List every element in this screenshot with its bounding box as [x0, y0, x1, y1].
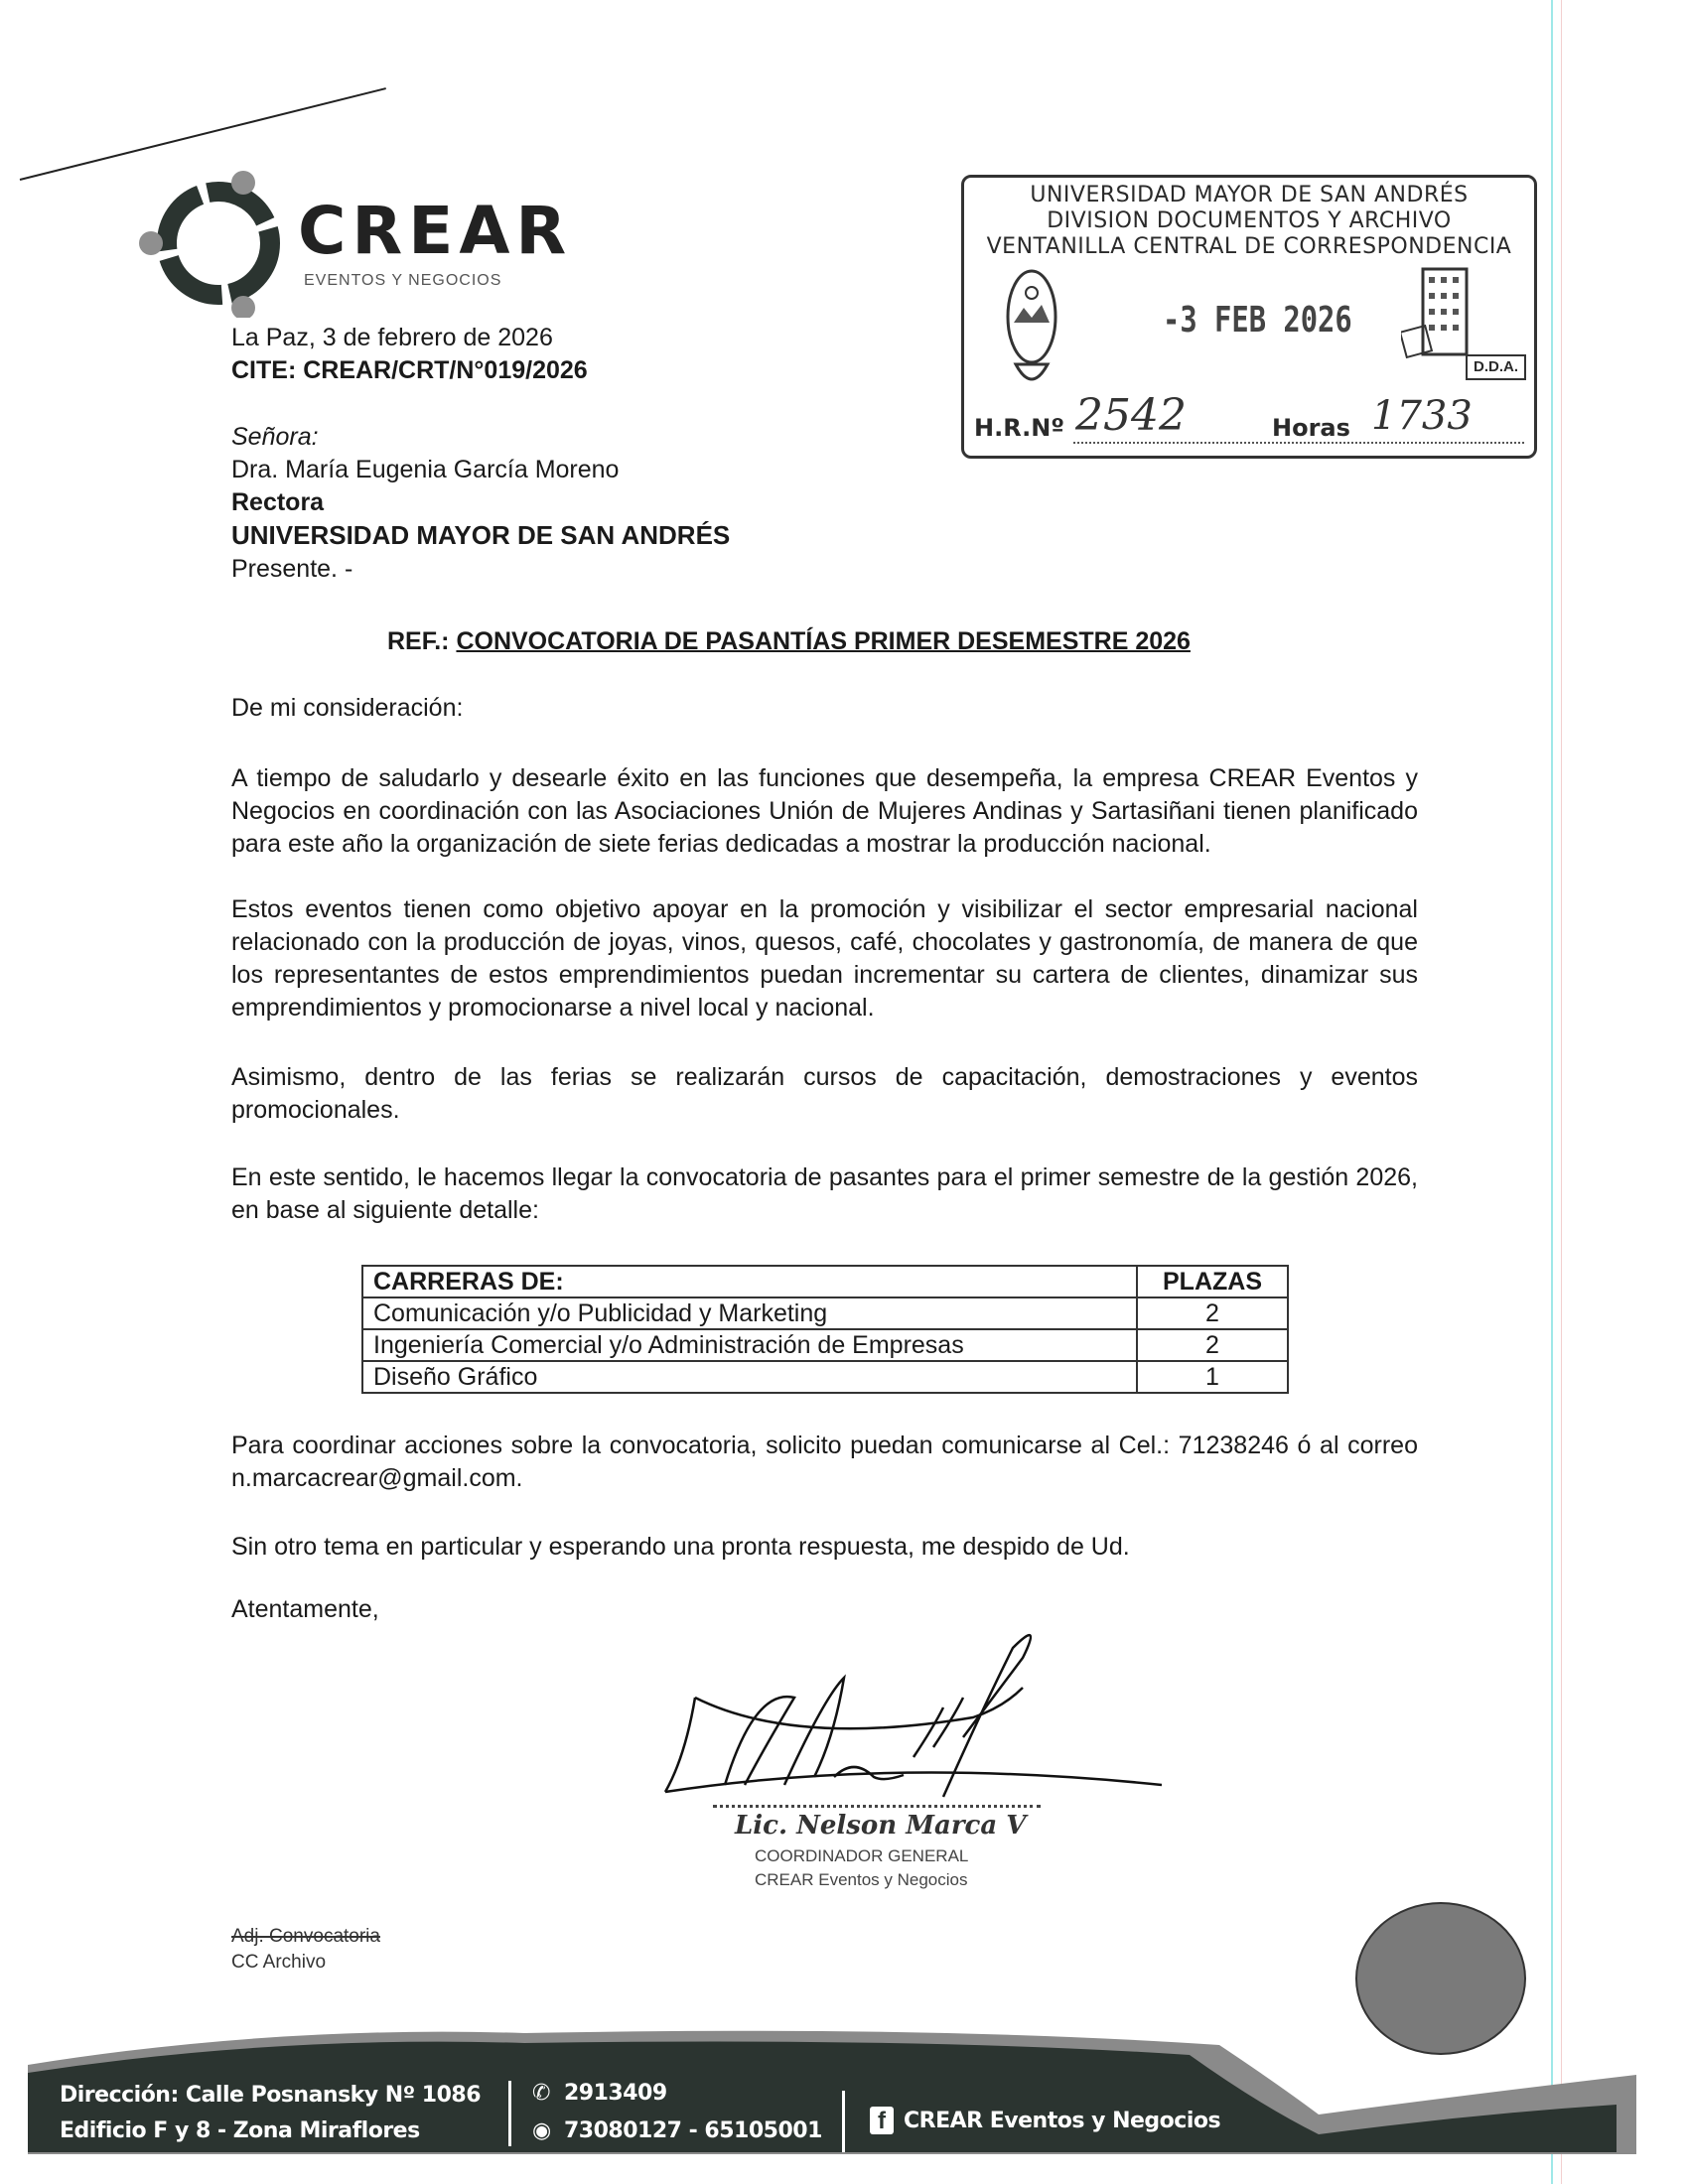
reception-stamp	[961, 175, 1537, 459]
recipient-institution: UNIVERSIDAD MAYOR DE SAN ANDRÉS	[231, 520, 731, 550]
coat-of-arms-icon	[1002, 265, 1061, 394]
body-paragraph: Estos eventos tienen como objetivo apoyar en la promoción y visibilizar el sector empresarial nacional relacionado con la producción de joyas, vinos, quesos, café, chocolates y gastronomía, de manera de que los representantes de estos emprendimientos puedan incrementar su cartera de clientes, dinamizar sus emprendimientos y promocionarse a nivel local y nacional.	[231, 895, 1418, 1022]
recipient-salutation: Señora:	[231, 423, 319, 451]
signatory-role: COORDINADOR GENERAL	[755, 1846, 969, 1865]
footer-separator	[508, 2081, 511, 2146]
table-row	[362, 1361, 1288, 1393]
recipient-presente: Presente. -	[231, 555, 353, 583]
facebook-icon: f	[870, 2107, 894, 2134]
farewell: Atentamente,	[231, 1595, 379, 1623]
slots-cell: 1	[1137, 1361, 1288, 1393]
phone-icon: ✆	[532, 2081, 550, 2106]
closing-line: Sin otro tema en particular y esperando una pronta respuesta, me despido de Ud.	[231, 1533, 1130, 1561]
body-paragraph: En este sentido, le hacemos llegar la convocatoria de pasantes para el primer semestre de la gestión 2026, en base al siguiente detalle:	[231, 1163, 1418, 1224]
attachment-note-text: Adj. Convocatoria	[231, 1926, 380, 1947]
slots-cell: 2	[1137, 1297, 1288, 1329]
slots-cell: 2	[1137, 1329, 1288, 1361]
table-header-row	[362, 1266, 1288, 1297]
table-row	[362, 1329, 1288, 1361]
crear-logo-ring-icon	[129, 169, 308, 318]
body-paragraph: A tiempo de saludarlo y desearle éxito en las funciones que desempeña, la empresa CREAR Eventos y Negocios en coordinación con las Asociaciones Unión de Mujeres Andinas y Sartasiñani tienen planificado para este año la organización de siete ferias dedicadas a mostrar la producción nacional.	[231, 764, 1418, 858]
reference-subject: CONVOCATORIA DE PASANTÍAS PRIMER DESEMESTRE 2026	[456, 627, 1191, 655]
stamp-dotted-line	[1073, 442, 1524, 444]
attachment-note	[231, 1926, 380, 1948]
greeting: De mi consideración:	[231, 694, 464, 722]
crear-logo	[129, 169, 573, 318]
footer-whatsapp: 73080127 - 65105001	[564, 2118, 822, 2143]
footer-phone: 2913409	[564, 2081, 667, 2106]
internship-slots-table	[361, 1265, 1289, 1394]
recipient-position: Rectora	[231, 488, 325, 516]
scan-artifact-stroke	[20, 87, 386, 181]
footer-address-line1: Dirección: Calle Posnansky Nº 1086	[60, 2083, 482, 2108]
stamp-line-3: VENTANILLA CENTRAL DE CORRESPONDENCIA	[986, 234, 1512, 259]
letterhead-footer	[28, 2025, 1636, 2154]
footer-facebook: CREAR Eventos y Negocios	[904, 2109, 1221, 2133]
table-header-slots: PLAZAS	[1137, 1266, 1288, 1297]
signatory-name: Lic. Nelson Marca V	[735, 1811, 1027, 1841]
stamp-horas-value: 1733	[1371, 393, 1473, 439]
signatory-organization: CREAR Eventos y Negocios	[755, 1870, 968, 1889]
footer-address-line2: Edificio F y 8 - Zona Miraflores	[60, 2118, 420, 2143]
stamp-date: -3 FEB 2026	[1163, 300, 1352, 341]
whatsapp-icon: ◉	[532, 2118, 551, 2143]
career-cell: Diseño Gráfico	[362, 1361, 1137, 1393]
logo-tagline: EVENTOS Y NEGOCIOS	[304, 272, 502, 289]
stamp-line-1: UNIVERSIDAD MAYOR DE SAN ANDRÉS	[1030, 183, 1469, 207]
career-cell: Ingeniería Comercial y/o Administración de Empresas	[362, 1329, 1137, 1361]
footer-separator	[842, 2091, 845, 2152]
building-icon	[1401, 263, 1480, 362]
stamp-hrn-value: 2542	[1075, 390, 1187, 441]
handwritten-signature	[645, 1628, 1162, 1802]
recipient-name: Dra. María Eugenia García Moreno	[231, 456, 620, 483]
reference-label: REF.:	[387, 627, 450, 655]
logo-wordmark: CREAR	[298, 193, 573, 269]
body-paragraph: Asimismo, dentro de las ferias se realizarán cursos de capacitación, demostraciones y eventos promocionales.	[231, 1063, 1418, 1124]
stamp-hrn-label: H.R.Nº	[974, 414, 1064, 442]
scan-artifact-line	[1551, 0, 1553, 2184]
contact-paragraph: Para coordinar acciones sobre la convocatoria, solicito puedan comunicarse al Cel.: 71238246 ó al correo n.marcacrear@gmail.com.	[231, 1432, 1418, 1492]
stamp-horas-label: Horas	[1272, 414, 1350, 442]
career-cell: Comunicación y/o Publicidad y Marketing	[362, 1297, 1137, 1329]
place-date: La Paz, 3 de febrero de 2026	[231, 324, 553, 351]
table-row	[362, 1297, 1288, 1329]
cc-note: CC Archivo	[231, 1952, 327, 1973]
signature-dotted-line	[713, 1805, 1041, 1808]
table-header-careers: CARRERAS DE:	[362, 1266, 1137, 1297]
cite-reference: CITE: CREAR/CRT/N°019/2026	[231, 356, 588, 384]
stamp-line-2: DIVISION DOCUMENTOS Y ARCHIVO	[1047, 208, 1452, 233]
reference-line	[387, 627, 1191, 656]
stamp-badge: D.D.A.	[1466, 354, 1526, 380]
scan-artifact-line	[1561, 0, 1562, 2184]
